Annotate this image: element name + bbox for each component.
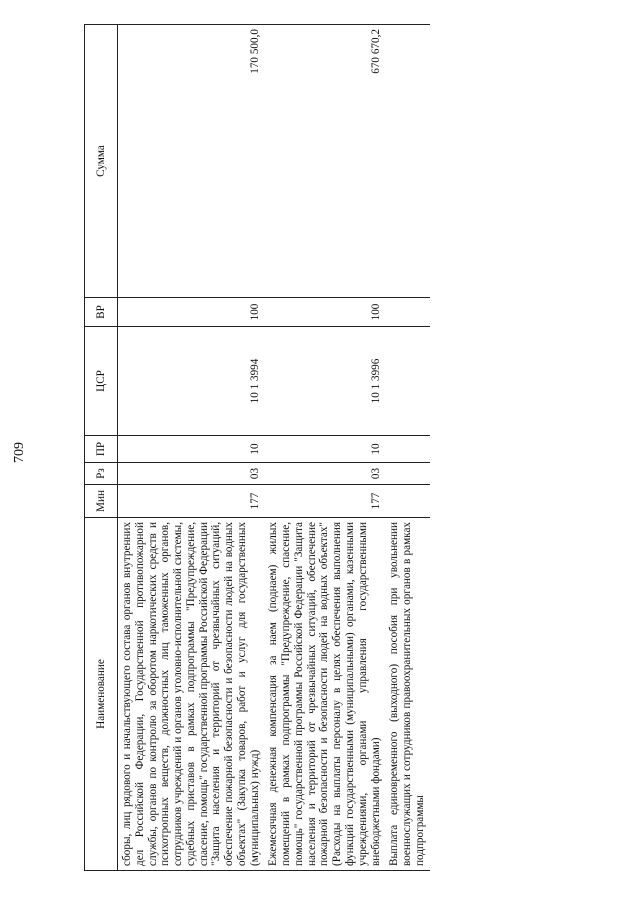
row-pr [385, 436, 429, 463]
row-rz: 03 [118, 463, 265, 485]
header-pr: ПР [85, 436, 118, 463]
header-csr: ЦСР [85, 327, 118, 436]
row-sum: 170 500,0 [118, 25, 265, 298]
table-row [385, 25, 429, 871]
row-name: сборы, лиц рядового и начальствующего состава органов внутренних дел Российской Федерации, Государственной противопожарной службы, органов по контролю за оборотом наркотических средств и психотропных веществ, должностных лиц таможенных органов, сотрудников учреждений и органов уголовно-исполнительной системы, судебных приставов в рамках подпрограммы "Предупреждение, спасение, помощь" государственной программы Российской Федерации "Защита населения и территорий от чрезвычайных ситуаций, обеспечение пожарной безопасности и безопасности людей на водных объектах" (Закупка товаров, работ и услуг для государственных (муниципальных) нужд) [118, 518, 265, 871]
table-row [118, 25, 265, 871]
header-vr: ВР [85, 298, 118, 327]
row-min: 177 [264, 485, 385, 518]
header-min: Мин [85, 485, 118, 518]
header-rz: Рз [85, 463, 118, 485]
row-min [385, 485, 429, 518]
row-name: Ежемесячная денежная компенсация за наем (поднаем) жилых помещений в рамках подпрограммы "Предупреждение, спасение, помощь" государственной программы Российской Федерации "Защита населения и территорий от чрезвычайных ситуаций, обеспечение пожарной безопасности и безопасности людей на водных объектах" (Расходы на выплаты персоналу в целях обеспечения выполнения функций государственными (муниципальными) органами, казенными учреждениями, органами управления государственными внебюджетными фондами) [264, 518, 385, 871]
table-header-row [85, 25, 118, 871]
header-name: Наименование [85, 518, 118, 871]
row-vr [385, 298, 429, 327]
row-vr: 100 [264, 298, 385, 327]
row-rz [385, 463, 429, 485]
row-sum [385, 25, 429, 298]
row-min: 177 [118, 485, 265, 518]
row-pr: 10 [118, 436, 265, 463]
header-sum: Сумма [85, 25, 118, 298]
budget-table [84, 24, 430, 871]
table-row [264, 25, 385, 871]
row-csr: 10 1 3994 [118, 327, 265, 436]
row-name: Выплата единовременного (выходного) пособия при увольнении военнослужащих и сотрудников правоохранительных органов в рамках подпрограммы [385, 518, 429, 871]
row-csr: 10 1 3996 [264, 327, 385, 436]
row-vr: 100 [118, 298, 265, 327]
row-sum: 670 670,2 [264, 25, 385, 298]
row-csr [385, 327, 429, 436]
row-pr: 10 [264, 436, 385, 463]
page-number: 709 [12, 442, 27, 463]
row-rz: 03 [264, 463, 385, 485]
